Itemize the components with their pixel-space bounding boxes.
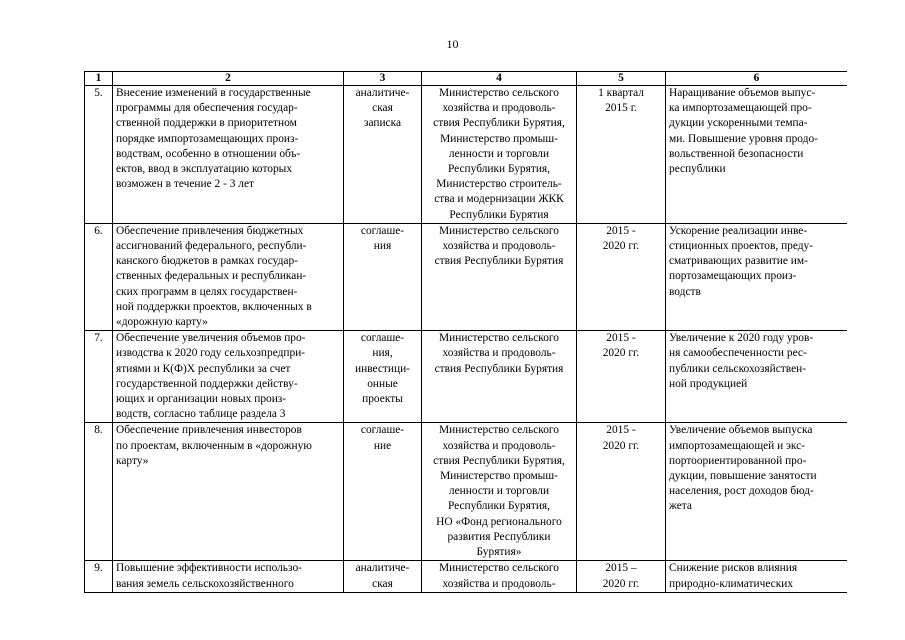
cell-text-line: порядке импортозамещающих произ-	[116, 132, 299, 145]
cell-text-line: 2020 гг.	[602, 240, 640, 253]
cell-text-line: записка	[363, 117, 402, 130]
cell-text-line: Ускорение реализации инве-	[669, 224, 808, 237]
cell-text-line: соглаше-	[360, 224, 405, 237]
cell-text-line: 2015 -	[606, 224, 636, 237]
cell-text-line: Министерство промыш-	[440, 132, 558, 145]
measure-cell	[113, 561, 344, 592]
cell-text-line: 2015 г.	[605, 102, 637, 115]
cell-text-line: природно-климатических	[669, 577, 794, 590]
cell-text-line: хозяйства и продоволь-	[442, 347, 556, 360]
cell-text-line: жета	[669, 500, 692, 513]
header-col-4: 4	[422, 72, 577, 86]
measures-table	[84, 71, 847, 593]
cell-text-line: ющих и организации новых произ-	[116, 393, 287, 406]
cell-text-line: ной поддержки проектов, включенных в	[116, 300, 312, 313]
cell-text-line: Наращивание объемов выпус-	[669, 87, 816, 99]
header-col-3: 3	[344, 72, 422, 86]
cell-text-line: 2015 –	[605, 562, 637, 575]
cell-text-line: Министерство сельского	[439, 332, 559, 345]
cell-text-line: Министерство строитель-	[436, 178, 562, 191]
cell-text-line: ка импортозамещающей про-	[669, 102, 812, 115]
cell-text-line: Министерство сельского	[439, 224, 559, 237]
page-number: 10	[446, 37, 459, 51]
measure-cell	[113, 223, 344, 330]
cell-text-line: ленности и торговли	[448, 147, 550, 160]
cell-text-line: 2015 -	[606, 332, 636, 345]
executor-cell	[422, 331, 577, 423]
cell-text-line: ятиями и К(Ф)Х республики за счет	[116, 362, 291, 375]
cell-text-line: Увеличение объемов выпуска	[669, 424, 813, 437]
cell-text-line: ских программ в целях государствен-	[116, 285, 298, 298]
cell-text-line: канского бюджетов в рамках государ-	[116, 255, 298, 268]
cell-text-line: хозяйства и продоволь-	[442, 439, 556, 452]
cell-text-line: 2015 -	[606, 424, 636, 437]
cell-text-line: аналитиче-	[355, 562, 410, 575]
table-row	[85, 561, 848, 592]
cell-text-line: Министерство сельского	[439, 562, 559, 575]
cell-text-line: ной продукцией	[669, 377, 748, 390]
cell-text-line: 2020 гг.	[602, 577, 640, 590]
cell-text-line: водств	[669, 285, 701, 298]
row-number-cell: 5.	[85, 86, 113, 224]
term-cell	[577, 223, 666, 330]
cell-text-line: карту»	[116, 454, 149, 467]
measures-table-container	[84, 71, 847, 640]
cell-text-line: 2020 гг.	[602, 347, 640, 360]
cell-text-line: ленности и торговли	[448, 485, 550, 498]
cell-text-line: аналитиче-	[355, 87, 410, 99]
cell-text-line: изводства к 2020 году сельхозпредпри-	[116, 347, 306, 360]
cell-text-line: ектов, ввод в эксплуатацию которых	[116, 163, 293, 176]
cell-text-line: вания земель сельскохозяйственного	[116, 577, 294, 590]
table-row	[85, 331, 848, 423]
result-cell	[666, 223, 848, 330]
cell-text-line: республики	[669, 163, 726, 176]
cell-text-line: Обеспечение привлечения бюджетных	[116, 224, 304, 237]
cell-text-line: программы для обеспечения государ-	[116, 102, 298, 115]
cell-text-line: 1 квартал	[598, 87, 644, 99]
cell-text-line: ми. Повышение уровня продо-	[669, 132, 818, 145]
cell-text-line: Бурятия»	[476, 546, 522, 559]
cell-text-line: Республики Бурятия,	[447, 500, 551, 513]
cell-text-line: сматривающих развитие им-	[669, 255, 808, 268]
cell-text-line: Министерство сельского	[439, 424, 559, 437]
cell-text-line: хозяйства и продоволь-	[442, 240, 556, 253]
result-cell	[666, 423, 848, 561]
cell-text-line: ния,	[372, 347, 393, 360]
cell-text-line: населения, рост доходов бюд-	[669, 485, 814, 498]
cell-text-line: стиционных проектов, преду-	[669, 240, 814, 253]
cell-text-line: Внесение изменений в государственные	[116, 87, 311, 99]
cell-text-line: Обеспечение привлечения инвесторов	[116, 424, 302, 437]
cell-text-line: возможен в течение 2 - 3 лет	[116, 178, 254, 191]
cell-text-line: соглаше-	[360, 332, 405, 345]
header-col-6: 6	[666, 72, 848, 86]
cell-text-line: ние	[373, 439, 392, 452]
cell-text-line: ствия Республики Бурятия,	[433, 454, 565, 467]
cell-text-line: НО «Фонд регионального	[436, 515, 562, 528]
cell-text-line: Министерство сельского	[439, 87, 559, 99]
cell-text-line: ства и модернизации ЖКК	[434, 193, 564, 206]
result-cell	[666, 331, 848, 423]
document-type-cell	[344, 223, 422, 330]
term-cell	[577, 423, 666, 561]
result-cell	[666, 561, 848, 592]
cell-text-line: ствия Республики Бурятия	[434, 255, 564, 268]
document-type-cell	[344, 331, 422, 423]
cell-text-line: ствия Республики Бурятия,	[433, 117, 565, 130]
document-type-cell	[344, 423, 422, 561]
cell-text-line: ская	[372, 577, 393, 590]
result-cell	[666, 86, 848, 224]
cell-text-line: портоориентированной про-	[669, 454, 807, 467]
cell-text-line: Министерство промыш-	[440, 470, 558, 483]
measure-cell	[113, 331, 344, 423]
document-type-cell	[344, 561, 422, 592]
cell-text-line: Обеспечение увеличения объемов про-	[116, 332, 306, 345]
cell-text-line: дукции, повышение занятости	[669, 470, 817, 483]
cell-text-line: проекты	[362, 393, 403, 406]
cell-text-line: по проектам, включенным в «дорожную	[116, 439, 312, 452]
cell-text-line: Республики Бурятия	[449, 208, 549, 221]
executor-cell	[422, 561, 577, 592]
term-cell	[577, 561, 666, 592]
cell-text-line: хозяйства и продоволь-	[442, 102, 556, 115]
cell-text-line: инвестици-	[355, 362, 410, 375]
cell-text-line: водств, согласно таблице раздела 3	[116, 408, 286, 421]
row-number-cell: 8.	[85, 423, 113, 561]
header-row	[85, 72, 848, 86]
cell-text-line: онные	[367, 377, 398, 390]
cell-text-line: Повышение эффективности использо-	[116, 562, 302, 575]
cell-text-line: ассигнований федерального, республи-	[116, 240, 307, 253]
cell-text-line: Увеличение к 2020 году уров-	[669, 332, 814, 345]
header-col-2: 2	[113, 72, 344, 86]
cell-text-line: Снижение рисков влияния	[669, 562, 798, 575]
term-cell	[577, 331, 666, 423]
cell-text-line: ственной поддержки в приоритетном	[116, 117, 297, 130]
cell-text-line: водствам, особенно в отношении объ-	[116, 147, 301, 160]
cell-text-line: публики сельскохозяйствен-	[669, 362, 807, 375]
row-number-cell: 9.	[85, 561, 113, 592]
cell-text-line: хозяйства и продоволь-	[442, 577, 556, 590]
executor-cell	[422, 223, 577, 330]
row-number-cell: 6.	[85, 223, 113, 330]
term-cell	[577, 86, 666, 224]
table-row	[85, 423, 848, 561]
row-number-cell: 7.	[85, 331, 113, 423]
measure-cell	[113, 423, 344, 561]
cell-text-line: Республики Бурятия,	[447, 163, 551, 176]
header-col-5: 5	[577, 72, 666, 86]
measure-cell	[113, 86, 344, 224]
header-col-1: 1	[85, 72, 113, 86]
cell-text-line: государственной поддержки действу-	[116, 377, 298, 390]
cell-text-line: портозамещающих произ-	[669, 270, 797, 283]
cell-text-line: соглаше-	[360, 424, 405, 437]
document-type-cell	[344, 86, 422, 224]
cell-text-line: ствия Республики Бурятия	[434, 362, 564, 375]
table-row	[85, 223, 848, 330]
cell-text-line: 2020 гг.	[602, 439, 640, 452]
executor-cell	[422, 423, 577, 561]
cell-text-line: импортозамещающей и экс-	[669, 439, 806, 452]
cell-text-line: ния	[373, 240, 392, 253]
cell-text-line: развития Республики	[447, 530, 551, 543]
executor-cell	[422, 86, 577, 224]
table-row	[85, 86, 848, 224]
cell-text-line: ская	[372, 102, 393, 115]
cell-text-line: дукции ускоренными темпа-	[669, 117, 808, 130]
cell-text-line: ня самообеспеченности рес-	[669, 347, 807, 360]
cell-text-line: «дорожную карту»	[116, 316, 208, 329]
cell-text-line: вольственной безопасности	[669, 147, 804, 160]
cell-text-line: ственных федеральных и республикан-	[116, 270, 307, 283]
